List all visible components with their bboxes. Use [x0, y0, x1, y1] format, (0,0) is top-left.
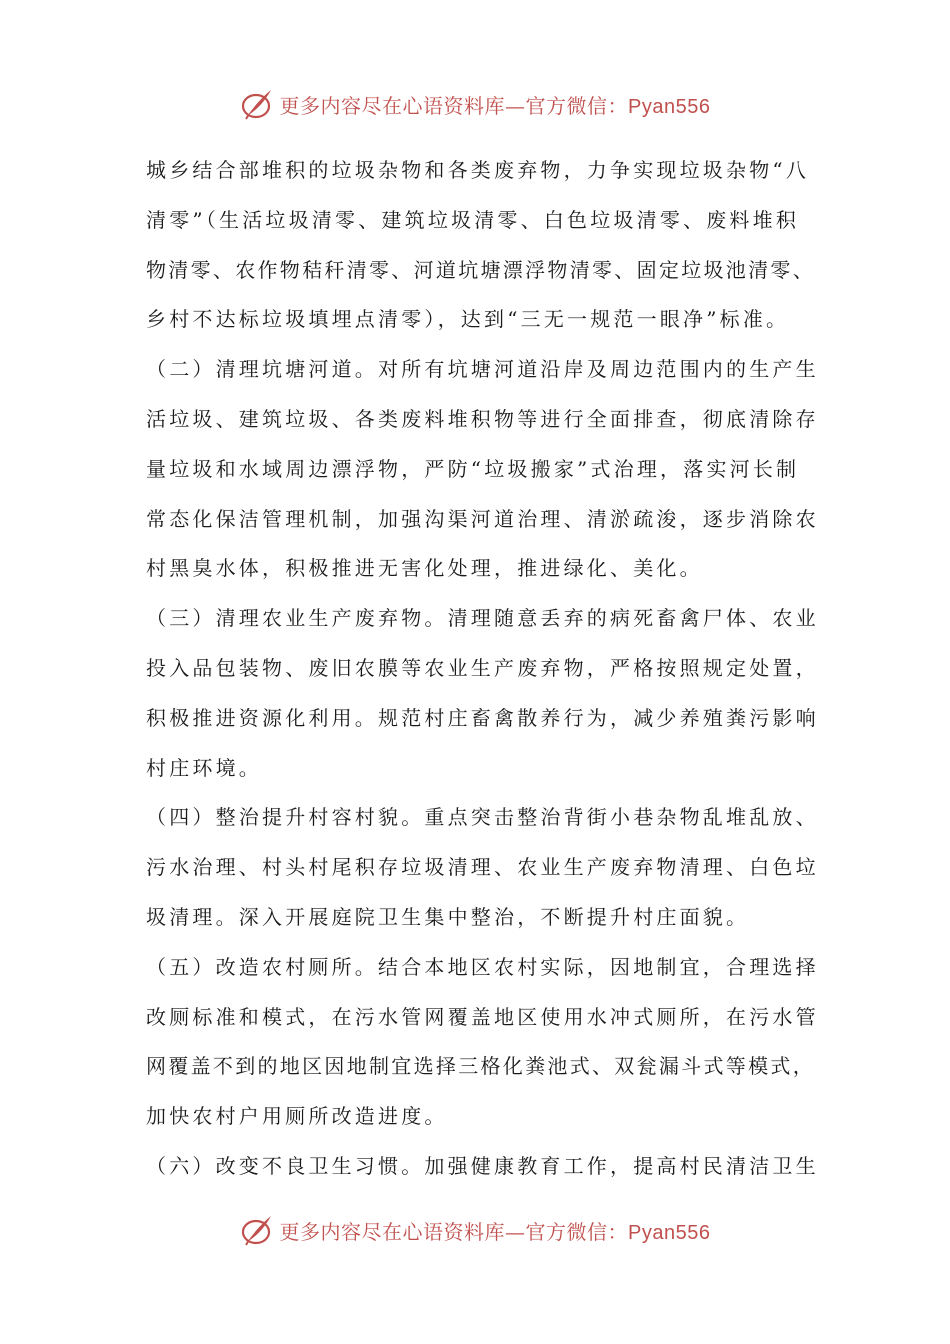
body-line: 污水治理、村头村尾积存垃圾清理、农业生产废弃物清理、白色垃	[146, 855, 819, 880]
footer-banner-text	[280, 1216, 711, 1245]
footer-watermark-banner	[0, 1208, 950, 1252]
section-heading-line: （三）清理农业生产废弃物。清理随意丢弃的病死畜禽尸体、农业	[146, 606, 819, 631]
body-line: 物清零、农作物秸秆清零、河道坑塘漂浮物清零、固定垃圾池清零、	[146, 257, 815, 282]
body-line: 加快农村户用厕所改造进度。	[146, 1104, 448, 1129]
quill-pen-logo-icon	[240, 1213, 274, 1247]
body-line: 改厕标准和模式，在污水管网覆盖地区使用水冲式厕所，在污水管	[146, 1004, 819, 1029]
document-body	[146, 146, 826, 1192]
section-heading-line: （五）改造农村厕所。结合本地区农村实际，因地制宜，合理选择	[146, 954, 819, 979]
header-banner-label: 更多内容尽在心语资料库—官方微信：	[279, 93, 629, 118]
footer-banner-label: 更多内容尽在心语资料库—官方微信：	[279, 1219, 629, 1244]
body-line: 乡村不达标垃圾填埋点清零），达到“三无一规范一眼净”标准。	[146, 307, 790, 332]
body-line: 常态化保洁管理机制，加强沟渠河道治理、清淤疏浚，逐步消除农	[146, 506, 819, 531]
body-line: 投入品包装物、废旧农膜等农业生产废弃物，严格按照规定处置，	[146, 655, 819, 680]
body-line: 村黑臭水体，积极推进无害化处理，推进绿化、美化。	[146, 556, 703, 581]
section-heading-line: （四）整治提升村容村貌。重点突击整治背街小巷杂物乱堆乱放、	[146, 805, 819, 830]
header-banner-text	[280, 90, 711, 119]
body-line: 积极推进资源化利用。规范村庄畜禽散养行为，减少养殖粪污影响	[146, 705, 819, 730]
body-line: 村庄环境。	[146, 755, 262, 780]
body-line: 活垃圾、建筑垃圾、各类废料堆积物等进行全面排查，彻底清除存	[146, 406, 819, 431]
footer-banner-wechat-id: Pyan556	[628, 1221, 711, 1244]
header-watermark-banner	[0, 82, 950, 126]
body-line: 量垃圾和水域周边漂浮物，严防“垃圾搬家”式治理，落实河长制	[146, 456, 800, 481]
body-line: 网覆盖不到的地区因地制宜选择三格化粪池式、双瓮漏斗式等模式，	[146, 1054, 815, 1079]
body-line: 圾清理。深入开展庭院卫生集中整治，不断提升村庄面貌。	[146, 904, 750, 929]
section-heading-line: （六）改变不良卫生习惯。加强健康教育工作，提高村民清洁卫生	[146, 1153, 819, 1178]
body-line: 城乡结合部堆积的垃圾杂物和各类废弃物，力争实现垃圾杂物“八	[146, 158, 810, 182]
section-heading-line: （二）清理坑塘河道。对所有坑塘河道沿岸及周边范围内的生产生	[146, 357, 819, 382]
header-banner-wechat-id: Pyan556	[628, 95, 711, 118]
body-line: 清零”（生活垃圾清零、建筑垃圾清零、白色垃圾清零、废料堆积	[146, 207, 800, 232]
quill-pen-logo-icon	[240, 87, 274, 121]
